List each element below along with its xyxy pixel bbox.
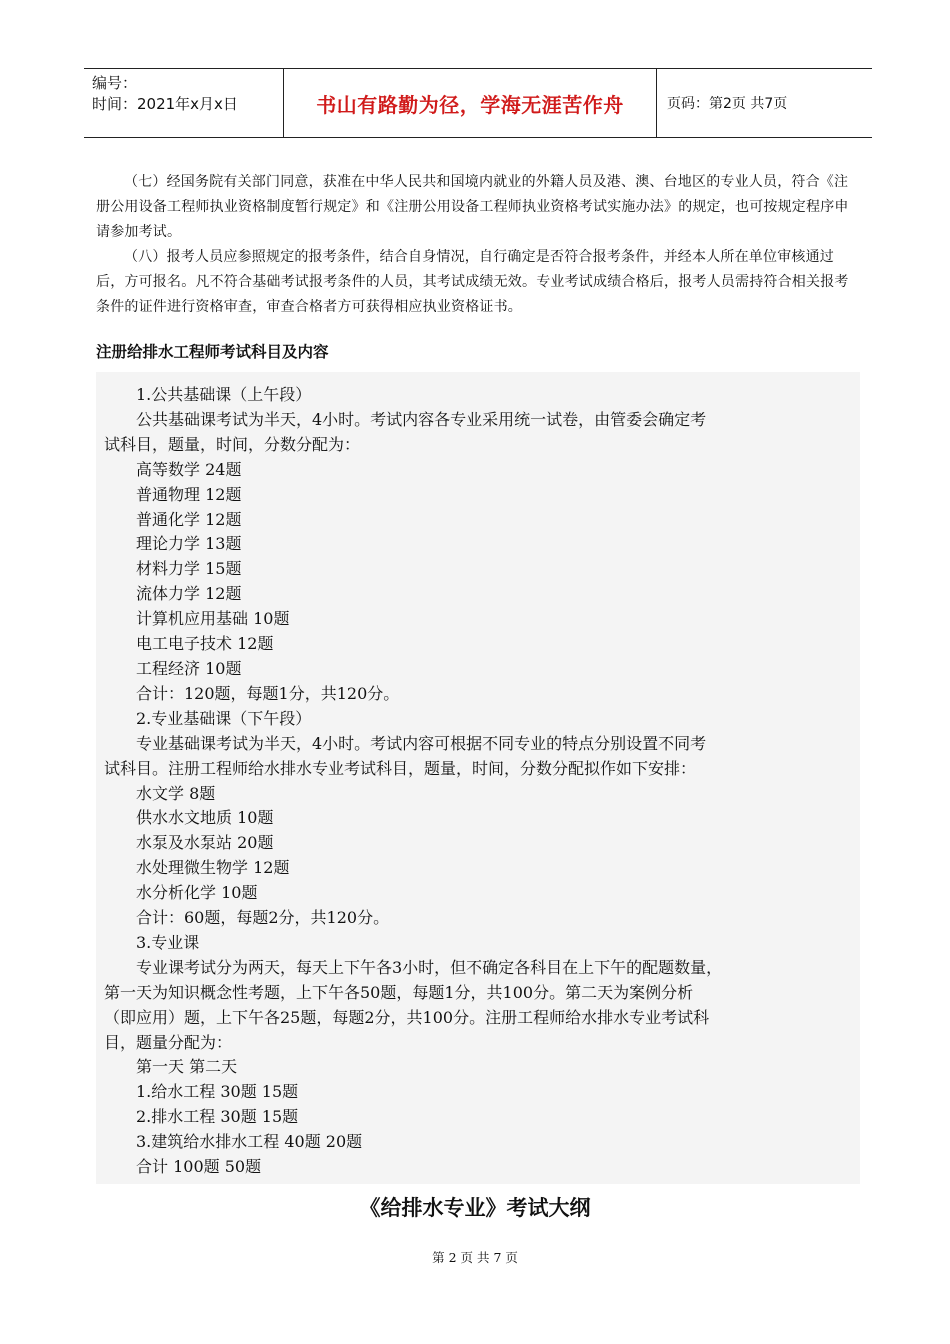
content-line: 合计 100题 50题 xyxy=(136,1157,262,1177)
content-line: 水文学 8题 xyxy=(136,783,216,803)
header-page-label: 页码：第2页 共7页 xyxy=(667,96,788,112)
content-line: 工程经济 10题 xyxy=(136,658,242,678)
content-line: 第一天为知识概念性考题，上下午各50题，每题1分，共100分。第二天为案例分析 xyxy=(104,982,694,1002)
content-line: 流体力学 12题 xyxy=(136,584,242,604)
content-line: 试科目。注册工程师给水排水专业考试科目，题量，时间，分数分配拟作如下安排： xyxy=(104,758,697,778)
content-line: 合计：60题，每题2分，共120分。 xyxy=(136,908,390,928)
content-line: 第一天 第二天 xyxy=(136,1057,238,1077)
content-line: 供水水文地质 10题 xyxy=(136,808,274,828)
content-line: （即应用）题，上下午各25题，每题2分，共100分。注册工程师给水排水专业考试科 xyxy=(104,1007,710,1027)
content-line: 水泵及水泵站 20题 xyxy=(136,833,274,853)
content-line: 专业基础课考试为半天，4小时。考试内容可根据不同专业的特点分别设置不同考 xyxy=(136,733,707,753)
content-line: 2.专业基础课（下午段） xyxy=(136,708,312,728)
content-line: 理论力学 13题 xyxy=(136,534,242,554)
content-line: 3.建筑给水排水工程 40题 20题 xyxy=(136,1132,363,1152)
content-line: 水处理微生物学 12题 xyxy=(136,858,290,878)
content-line: 材料力学 15题 xyxy=(136,559,242,579)
header-meta-cell xyxy=(84,69,284,137)
content-line: 目，题量分配为： xyxy=(104,1032,233,1052)
section-title: 注册给排水工程师考试科目及内容 xyxy=(96,343,329,361)
paragraph-7: （七）经国务院有关部门同意，获准在中华人民共和国境内就业的外籍人员及港、澳、台地区的专业人员，符合《注册公用设备工程师执业资格制度暂行规定》和《注册公用设备工程师执业资格考试实施办法》的规定，也可按规定程序申请参加考试。 xyxy=(96,174,849,240)
document-title: 《给排水专业》考试大纲 xyxy=(359,1196,591,1220)
time-label: 时间：2021年x月x日 xyxy=(92,95,238,113)
content-line: 1.公共基础课（上午段） xyxy=(136,385,312,404)
content-line: 1.给水工程 30题 15题 xyxy=(136,1082,299,1102)
content-line: 专业课考试分为两天，每天上下午各3小时，但不确定各科目在上下午的配题数量， xyxy=(136,957,723,977)
content-line: 公共基础课考试为半天，4小时。考试内容各专业采用统一试卷，由管委会确定考 xyxy=(136,409,707,429)
content-line: 计算机应用基础 10题 xyxy=(136,609,290,629)
content-line: 合计：120题，每题1分，共120分。 xyxy=(136,683,400,703)
header-table xyxy=(84,68,872,138)
paragraph-8: （八）报考人员应参照规定的报考条件，结合自身情况，自行确定是否符合报考条件，并经本人所在单位审核通过后，方可报名。凡不符合基础考试报考条件的人员，其考试成绩无效。专业考试成绩合格后，报考人员需持符合相关报考条件的证件进行资格审查，审查合格者方可获得相应执业资格证书。 xyxy=(96,249,849,315)
content-lines xyxy=(96,383,860,1180)
content-line: 试科目，题量，时间，分数分配为： xyxy=(104,434,361,454)
content-line: 2.排水工程 30题 15题 xyxy=(136,1107,299,1127)
number-label: 编号： xyxy=(92,74,138,92)
content-line: 电工电子技术 12题 xyxy=(136,634,274,654)
header-motto: 书山有路勤为径，学海无涯苦作舟 xyxy=(284,69,657,137)
content-line: 高等数学 24题 xyxy=(136,459,242,479)
content-line: 3.专业课 xyxy=(136,932,200,952)
content-line: 普通化学 12题 xyxy=(136,509,242,529)
page-footer: 第 2 页 共 7 页 xyxy=(432,1250,518,1265)
content-line: 普通物理 12题 xyxy=(136,484,242,504)
content-line: 水分析化学 10题 xyxy=(136,883,258,903)
